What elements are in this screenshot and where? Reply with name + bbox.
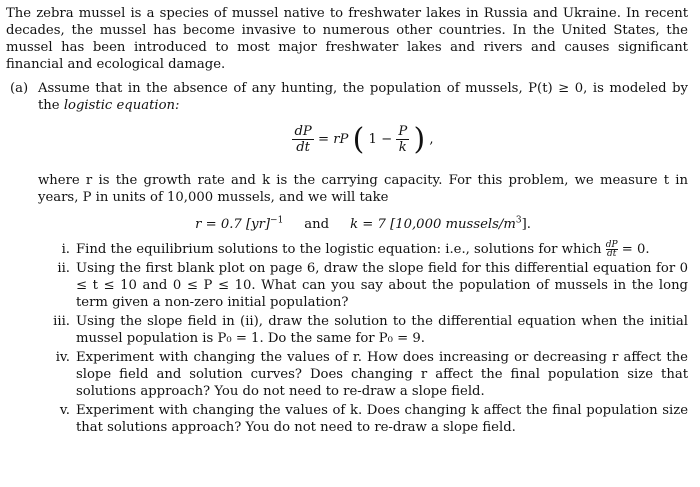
roman-numeral: iii. xyxy=(53,314,70,329)
sub-question-iv xyxy=(38,349,688,400)
sub-question-i xyxy=(38,241,688,258)
param-and: and xyxy=(304,217,330,232)
sub-question-text: Experiment with changing the values of r. How does increasing or decreasing r affect the slope field and solution curves? Does changing r affect the final population size that solutions approach? You do not need to re-draw a slope field. xyxy=(76,350,688,399)
sub-question-text: Using the slope field in (ii), draw the solution to the differential equation when the initial mussel population is P₀ = 1. Do the same for P₀ = 9. xyxy=(76,314,688,346)
eq-close-paren: ) xyxy=(413,122,426,157)
part-a-label: (a) xyxy=(10,81,29,96)
eq-inner-den: k xyxy=(398,140,407,155)
where-paragraph: where r is the growth rate and k is the carrying capacity. For this problem, we measure t in years, P in units of 10,000 mussels, and we will take xyxy=(38,173,688,205)
roman-numeral: iv. xyxy=(55,350,70,365)
sub-question-list xyxy=(38,241,688,436)
eq-one-minus: 1 − xyxy=(368,132,393,147)
eq-lhs-fraction xyxy=(292,124,313,155)
eq-inner-num: P xyxy=(398,124,408,139)
roman-numeral: ii. xyxy=(57,261,70,276)
dpdt-den: dt xyxy=(606,249,617,259)
param-r: r = 0.7 [yr] xyxy=(195,217,271,232)
sub-question-iii xyxy=(38,313,688,347)
sub-question-ii xyxy=(38,260,688,311)
part-a-line1-emphasis: logistic equation: xyxy=(63,98,180,113)
eq-inner-fraction xyxy=(396,124,409,155)
eq-rhs-pre: = rP xyxy=(317,132,349,147)
eq-lhs-den: dt xyxy=(296,140,310,155)
sub-question-tail: = 0. xyxy=(621,242,650,257)
part-a-line1: Assume that in the absence of any hunting, the population of mussels, P(t) ≥ 0, is modeled by the xyxy=(38,81,688,113)
part-a xyxy=(6,80,688,438)
dpdt-fraction xyxy=(606,241,618,258)
param-k: k = 7 [10,000 mussels/m xyxy=(350,217,516,232)
part-a-intro xyxy=(38,80,688,114)
param-k-exp: 3 xyxy=(515,215,522,226)
parameter-values xyxy=(38,216,688,233)
intro-paragraph: The zebra mussel is a species of mussel native to freshwater lakes in Russia and Ukraine. In recent decades, the mussel has become invasive to numerous other countries. In the United States, the mussel has been introduced to most major freshwater lakes and rivers and causes significant financial and ecological damage. xyxy=(6,6,688,72)
eq-post: , xyxy=(429,132,434,147)
param-k-end: ]. xyxy=(521,217,531,232)
eq-open-paren: ( xyxy=(352,122,365,157)
dpdt-num: dP xyxy=(605,240,618,250)
roman-numeral: i. xyxy=(61,242,70,257)
param-r-exp: −1 xyxy=(270,215,284,226)
part-a-body xyxy=(38,80,688,438)
sub-question-text: Experiment with changing the values of k. Does changing k affect the final population size that solutions approach? You do not need to re-draw a slope field. xyxy=(76,403,688,435)
sub-question-text: Find the equilibrium solutions to the logistic equation: i.e., solutions for which xyxy=(76,242,602,257)
eq-lhs-num: dP xyxy=(294,124,312,139)
roman-numeral: v. xyxy=(59,403,70,418)
sub-question-text: Using the first blank plot on page 6, draw the slope field for this differential equation for 0 ≤ t ≤ 10 and 0 ≤ P ≤ 10. What can you say about the population of mussels in the long term given a non-zero initial population? xyxy=(76,261,688,310)
sub-question-v xyxy=(38,402,688,436)
logistic-equation xyxy=(38,124,688,164)
